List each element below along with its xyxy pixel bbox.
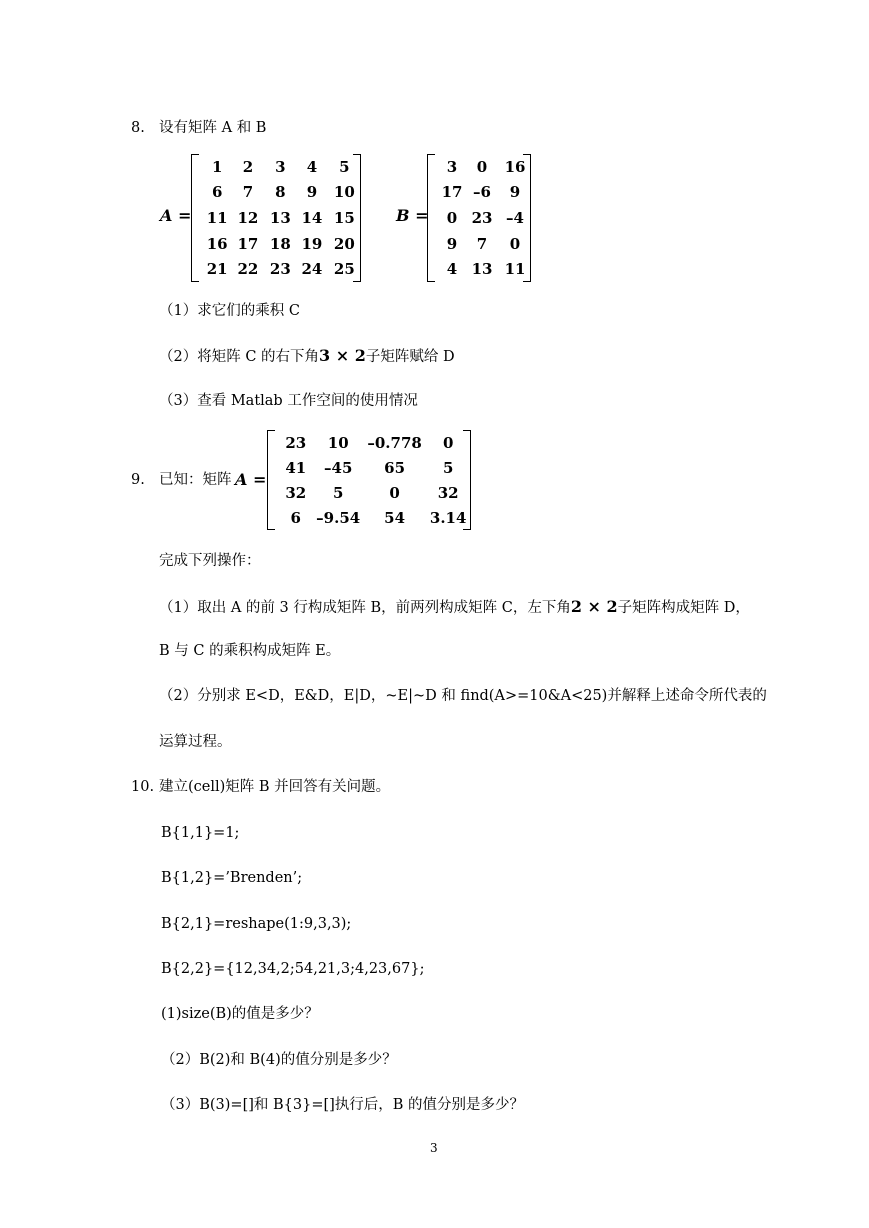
q9-number: 9.	[131, 472, 145, 488]
q10-title: 建立(cell)矩阵 B 并回答有关问题。	[159, 779, 391, 795]
q8-item1: （1）求它们的乘积 C	[159, 303, 300, 319]
matrix-cell: 23	[269, 260, 291, 279]
q9-item2-cont: 运算过程。	[159, 734, 232, 750]
matrix-cell: 32	[437, 483, 459, 502]
matrix-cell: 0	[446, 208, 458, 227]
q10-number: 10.	[131, 779, 155, 795]
matrix-cell: 41	[285, 458, 307, 477]
matrix-cell: 23	[471, 208, 493, 227]
matrix-cell: 65	[384, 458, 406, 477]
matrix-cell: 3.14	[429, 508, 467, 527]
matrix-cell: 7	[242, 183, 254, 202]
matrix-cell: 2	[242, 157, 254, 176]
matrix-b-label: B =	[396, 206, 429, 225]
matrix-a	[191, 154, 361, 282]
matrix-cell: 9	[509, 183, 521, 202]
q9-item1-pre: （1）取出 A 的前 3 行构成矩阵 B，前两列构成矩阵 C，左下角	[159, 600, 571, 616]
q9-task: 完成下列操作：	[159, 553, 261, 569]
matrix-cell: 23	[285, 433, 307, 452]
matrix-cell: 4	[446, 260, 458, 279]
matrix-cell: 5	[442, 458, 454, 477]
matrix-cell: 32	[285, 483, 307, 502]
matrix-cell: 6	[211, 183, 223, 202]
matrix-cell: 24	[301, 260, 323, 279]
matrix-cell: –9.54	[316, 508, 361, 527]
matrix-cell: 6	[290, 508, 301, 527]
q8-item2-math: 3 × 2	[319, 346, 366, 365]
matrix-cell: –0.778	[367, 433, 422, 452]
q10-code-line: B{1,2}=’Brenden’;	[161, 870, 303, 886]
q9-item1-cont: B 与 C 的乘积构成矩阵 E。	[159, 643, 341, 659]
matrix-cell: 4	[306, 157, 318, 176]
matrix-q9-label: A =	[235, 470, 267, 489]
matrix-cell: –45	[324, 458, 353, 477]
q10-code-line: B{1,1}=1;	[161, 825, 240, 841]
matrix-cell: –6	[473, 183, 491, 202]
q9-item1-post: 子矩阵构成矩阵 D，	[617, 600, 750, 616]
matrix-q9	[267, 430, 471, 530]
q10-code-line: B{2,1}=reshape(1:9,3,3);	[161, 916, 352, 932]
matrix-cell: 17	[237, 234, 259, 253]
matrix-cell: 5	[339, 157, 350, 176]
matrix-cell: 25	[333, 260, 355, 279]
matrix-b	[427, 154, 531, 282]
q8-item2-post: 子矩阵赋给 D	[365, 349, 455, 365]
q10-item1: (1)size(B)的值是多少？	[161, 1006, 319, 1022]
matrix-a-label: A =	[160, 206, 192, 225]
matrix-cell: 11	[504, 260, 526, 279]
matrix-cell: 0	[389, 483, 400, 502]
q9-item2: （2）分别求 E<D，E&D，E|D，~E|~D 和 find(A>=10&A<25)并解释上述命令所代表的	[159, 688, 767, 704]
q9-item1	[159, 597, 750, 618]
matrix-cell: 11	[206, 208, 228, 227]
q8-item2-pre: （2）将矩阵 C 的右下角	[159, 349, 320, 365]
matrix-cell: 14	[301, 208, 323, 227]
matrix-cell: 16	[206, 234, 228, 253]
matrix-cell: 10	[333, 183, 355, 202]
q10-item2: （2）B(2)和 B(4)的值分别是多少？	[161, 1052, 397, 1068]
matrix-cell: 12	[237, 208, 259, 227]
matrix-cell: 17	[441, 183, 463, 202]
matrix-cell: 9	[446, 234, 458, 253]
matrix-cell: 22	[237, 260, 259, 279]
matrix-cell: 8	[275, 183, 286, 202]
matrix-cell: 19	[301, 234, 323, 253]
q8-title: 设有矩阵 A 和 B	[159, 120, 267, 136]
matrix-cell: 54	[384, 508, 406, 527]
q10-code-line: B{2,2}={12,34,2;54,21,3;4,23,67};	[161, 961, 425, 977]
page-number: 3	[430, 1141, 438, 1155]
q8-item2	[159, 346, 455, 367]
matrix-cell: 20	[333, 234, 355, 253]
matrix-cell: 3	[446, 157, 458, 176]
matrix-cell: 21	[206, 260, 228, 279]
matrix-cell: 0	[476, 157, 488, 176]
q9-item1-math: 2 × 2	[570, 597, 618, 616]
matrix-cell: 0	[442, 433, 454, 452]
matrix-cell: 3	[275, 157, 286, 176]
q8-number: 8.	[131, 120, 145, 136]
q8-item3: （3）查看 Matlab 工作空间的使用情况	[159, 393, 418, 409]
matrix-cell: 10	[327, 433, 349, 452]
matrix-cell: 18	[269, 234, 291, 253]
q9-lead: 已知：矩阵	[159, 472, 232, 488]
matrix-cell: 13	[269, 208, 291, 227]
matrix-cell: 5	[332, 483, 344, 502]
matrix-cell: 16	[504, 157, 526, 176]
matrix-cell: 9	[306, 183, 318, 202]
matrix-cell: –4	[506, 208, 524, 227]
q10-item3: （3）B(3)=[]和 B{3}=[]执行后，B 的值分别是多少？	[161, 1097, 525, 1113]
matrix-cell: 15	[333, 208, 355, 227]
matrix-cell: 0	[509, 234, 521, 253]
matrix-cell: 1	[211, 157, 223, 176]
matrix-cell: 13	[471, 260, 493, 279]
matrix-cell: 7	[476, 234, 488, 253]
